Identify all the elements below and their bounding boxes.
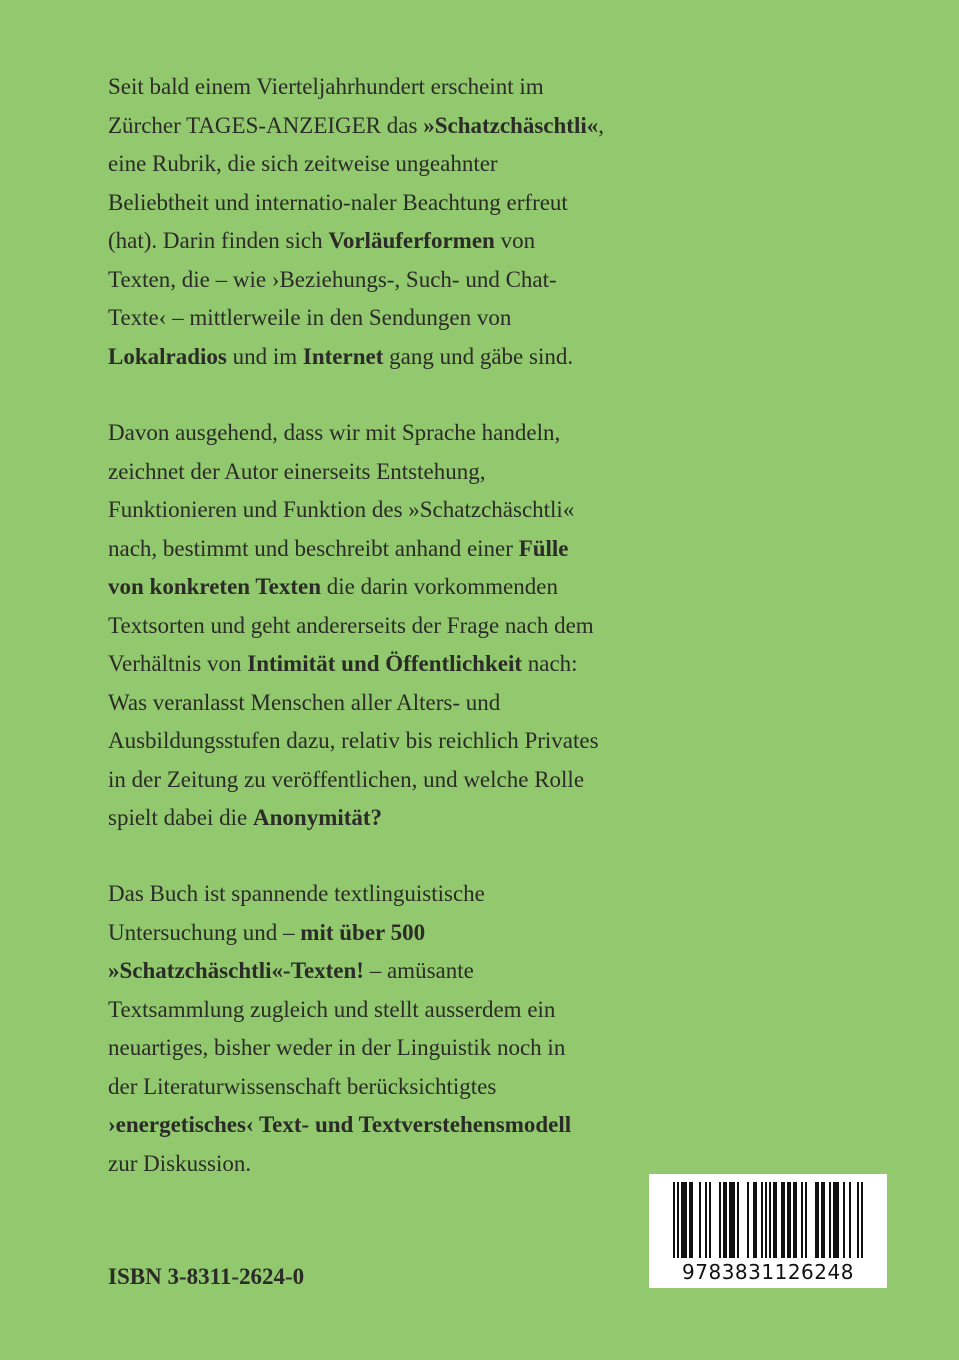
bold-term: mit über 500 <box>300 919 426 945</box>
text-line: nach, bestimmt und beschreibt anhand einer Fülle <box>108 535 569 561</box>
barcode-bar <box>705 1182 707 1258</box>
barcode-bar <box>683 1182 685 1258</box>
text-line: spielt dabei die Anonymität? <box>108 805 383 830</box>
text-line: Untersuchung und – mit über 500 <box>108 919 426 945</box>
bold-term: Vorläuferformen <box>328 228 495 253</box>
barcode-bar <box>787 1182 789 1258</box>
text-line: zeichnet der Autor einerseits Entstehung, <box>108 458 486 484</box>
text-line: Funktionieren und Funktion des »Schatzchäschtli« <box>108 497 575 522</box>
text-line: Verhältnis von Intimität und Öffentlichkeit nach: <box>108 651 578 676</box>
barcode-bar <box>699 1182 701 1258</box>
barcode-bar <box>677 1182 679 1258</box>
barcode-digits: 9783831126248 <box>682 1260 854 1284</box>
barcode-bar <box>793 1182 795 1258</box>
bold-term: ›energetisches‹ Text- und Textverstehensmodell <box>108 1112 572 1137</box>
barcode-bar <box>843 1182 845 1258</box>
bold-term: Fülle <box>518 535 569 561</box>
blurb-paragraph-2 <box>108 414 648 838</box>
bold-term: »Schatzchäschtli«-Texten! <box>108 958 364 983</box>
bold-term: Lokalradios <box>108 343 227 369</box>
text-line: Das Buch ist spannende textlinguistische <box>108 881 485 906</box>
barcode-bar <box>737 1182 739 1258</box>
barcode-bar <box>783 1182 785 1258</box>
bold-term: von konkreten Texten <box>108 574 322 599</box>
barcode-bar <box>681 1182 683 1258</box>
text-line: Davon ausgehend, dass wir mit Sprache handeln, <box>108 420 561 445</box>
text-line: Was veranlasst Menschen aller Alters- und <box>108 689 501 715</box>
blurb-paragraph-1 <box>108 68 648 376</box>
barcode-bar <box>765 1182 767 1258</box>
barcode-bar <box>815 1182 817 1258</box>
text-line: zur Diskussion. <box>108 1150 252 1176</box>
barcode-bar <box>817 1182 819 1258</box>
text-line: Ausbildungsstufen dazu, relativ bis reichlich Privates <box>108 728 599 753</box>
barcode-bar <box>789 1182 791 1258</box>
text-line: Textsammlung zugleich und stellt ausserdem ein <box>108 996 556 1022</box>
barcode-bar <box>781 1182 783 1258</box>
barcode-bar <box>747 1182 749 1258</box>
barcode-bar <box>725 1182 727 1258</box>
blurb-paragraph-3 <box>108 875 648 1183</box>
barcode-bar <box>801 1182 803 1258</box>
barcode-bar <box>829 1182 831 1258</box>
isbn-label: ISBN 3-8311-2624-0 <box>108 1264 305 1289</box>
barcode-bar <box>673 1182 675 1258</box>
barcode-bar <box>755 1182 757 1258</box>
bold-term: Anonymität? <box>253 805 383 830</box>
barcode-bar <box>709 1182 711 1258</box>
text-line: Textsorten und geht andererseits der Frage nach dem <box>108 612 594 638</box>
barcode-bar <box>849 1182 851 1258</box>
bold-term: »Schatzchäschtli« <box>423 112 599 138</box>
barcode-bar <box>691 1182 693 1258</box>
text-line: »Schatzchäschtli«-Texten! – amüsante <box>108 958 474 983</box>
barcode-bar <box>837 1182 839 1258</box>
barcode-bar <box>723 1182 725 1258</box>
text-line <box>108 1106 648 1145</box>
barcode-bar <box>769 1182 771 1258</box>
text-line: Beliebtheit und internatio-naler Beachtung erfreut <box>108 189 568 215</box>
text-line: der Literaturwissenschaft berücksichtigtes <box>108 1073 497 1099</box>
text-line: (hat). Darin finden sich Vorläuferformen von <box>108 228 536 253</box>
barcode-bar <box>861 1182 863 1258</box>
text-line: neuartiges, bisher weder in der Linguistik noch in <box>108 1035 566 1060</box>
text-line: Zürcher TAGES-ANZEIGER das »Schatzchäschtli«, <box>108 112 604 138</box>
text-line: in der Zeitung zu veröffentlichen, und welche Rolle <box>108 766 585 792</box>
barcode-bar <box>833 1182 835 1258</box>
barcode-bars <box>649 1174 887 1264</box>
text-line: Texte‹ – mittlerweile in den Sendungen von <box>108 305 512 330</box>
text-line: Lokalradios und im Internet gang und gäbe sind. <box>108 343 574 369</box>
bold-term: Internet <box>302 343 384 369</box>
barcode-bar <box>731 1182 733 1258</box>
barcode <box>649 1174 887 1288</box>
barcode-bar <box>729 1182 731 1258</box>
barcode-bar <box>773 1182 775 1258</box>
text-line: Texten, die – wie ›Beziehungs-, Such- und Chat- <box>108 266 557 292</box>
barcode-bar <box>761 1182 763 1258</box>
barcode-bar <box>821 1182 823 1258</box>
text-line: von konkreten Texten die darin vorkommenden <box>108 574 558 599</box>
barcode-bar <box>719 1182 721 1258</box>
text-line: Seit bald einem Vierteljahrhundert erscheint im <box>108 74 544 99</box>
barcode-bar <box>753 1182 755 1258</box>
barcode-bar <box>733 1182 735 1258</box>
barcode-bar <box>823 1182 825 1258</box>
barcode-bar <box>805 1182 807 1258</box>
barcode-bar <box>857 1182 859 1258</box>
barcode-bar <box>685 1182 687 1258</box>
text-line: eine Rubrik, die sich zeitweise ungeahnter <box>108 151 498 176</box>
barcode-bar <box>835 1182 837 1258</box>
bold-term: Intimität und Öffentlichkeit <box>247 651 522 676</box>
barcode-bar <box>689 1182 691 1258</box>
barcode-bar <box>795 1182 797 1258</box>
barcode-bar <box>775 1182 777 1258</box>
